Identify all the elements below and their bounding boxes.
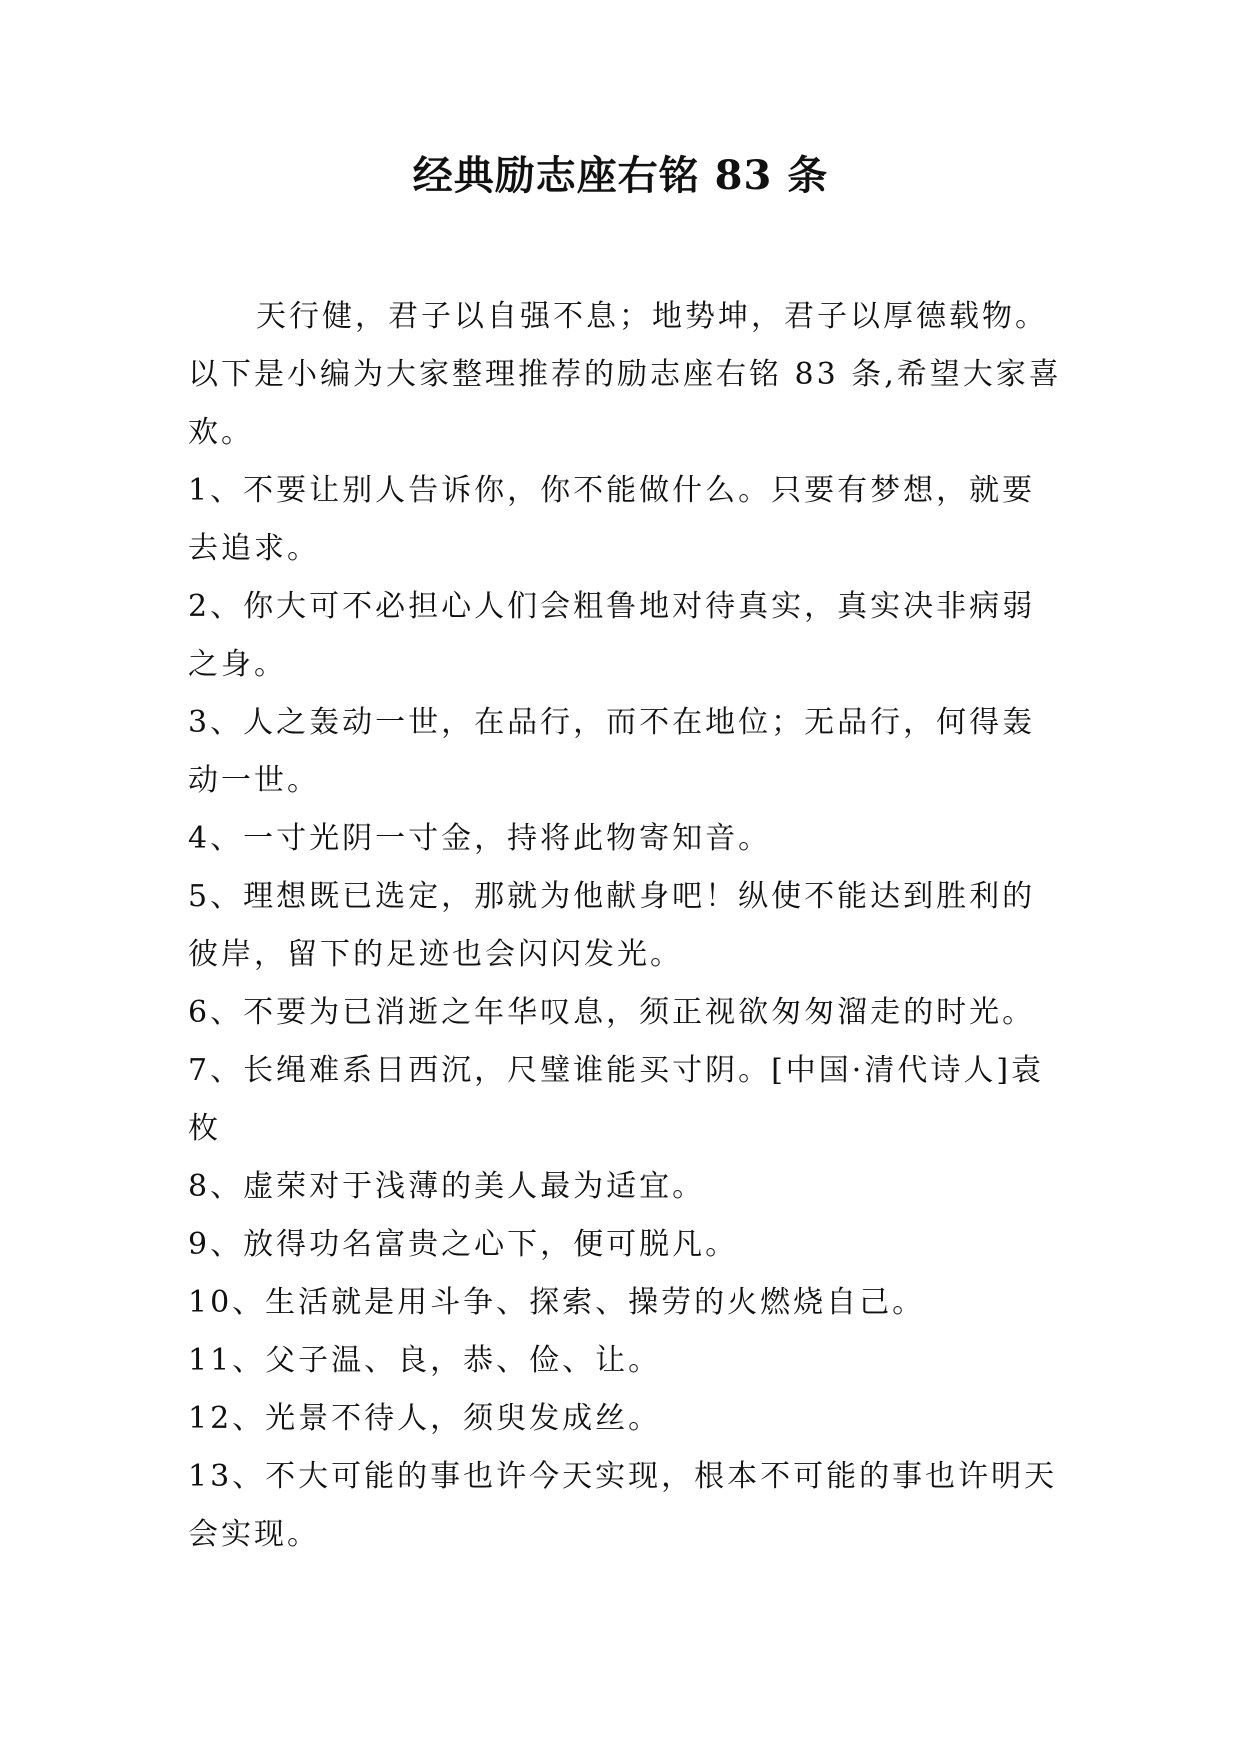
list-item: 9、放得功名富贵之心下，便可脱凡。 xyxy=(188,1227,739,1262)
list-item: 4、一寸光阴一寸金，持将此物寄知音。 xyxy=(188,821,772,856)
list-item: 10、生活就是用斗争、探索、操劳的火燃烧自己。 xyxy=(188,1285,926,1320)
list-item: 6、不要为已消逝之年华叹息，须正视欲匆匆溜走的时光。 xyxy=(188,995,1036,1030)
document-body xyxy=(188,288,1068,1564)
list-item: 2、你大可不必担心人们会粗鲁地对待真实，真实决非病弱之身。 xyxy=(188,589,1036,682)
list-item: 8、虚荣对于浅薄的美人最为适宜。 xyxy=(188,1169,706,1204)
list-item: 3、人之轰动一世，在品行，而不在地位；无品行，何得轰动一世。 xyxy=(188,705,1036,798)
list-item: 11、父子温、良，恭、俭、让。 xyxy=(188,1343,662,1378)
intro-paragraph: 天行健，君子以自强不息；地势坤，君子以厚德载物。以下是小编为大家整理推荐的励志座右铭 83 条,希望大家喜欢。 xyxy=(188,299,1062,450)
list-item: 1、不要让别人告诉你，你不能做什么。只要有梦想，就要去追求。 xyxy=(188,473,1036,566)
list-item: 13、不大可能的事也许今天实现，根本不可能的事也许明天会实现。 xyxy=(188,1459,1058,1552)
list-item: 5、理想既已选定，那就为他献身吧！纵使不能达到胜利的彼岸，留下的足迹也会闪闪发光。 xyxy=(188,879,1036,972)
list-item: 7、长绳难系日西沉，尺璧谁能买寸阴。[中国·清代诗人]袁枚 xyxy=(188,1053,1045,1146)
list-item: 12、光景不待人，须臾发成丝。 xyxy=(188,1401,662,1436)
document-title: 经典励志座右铭 83 条 xyxy=(412,152,829,199)
